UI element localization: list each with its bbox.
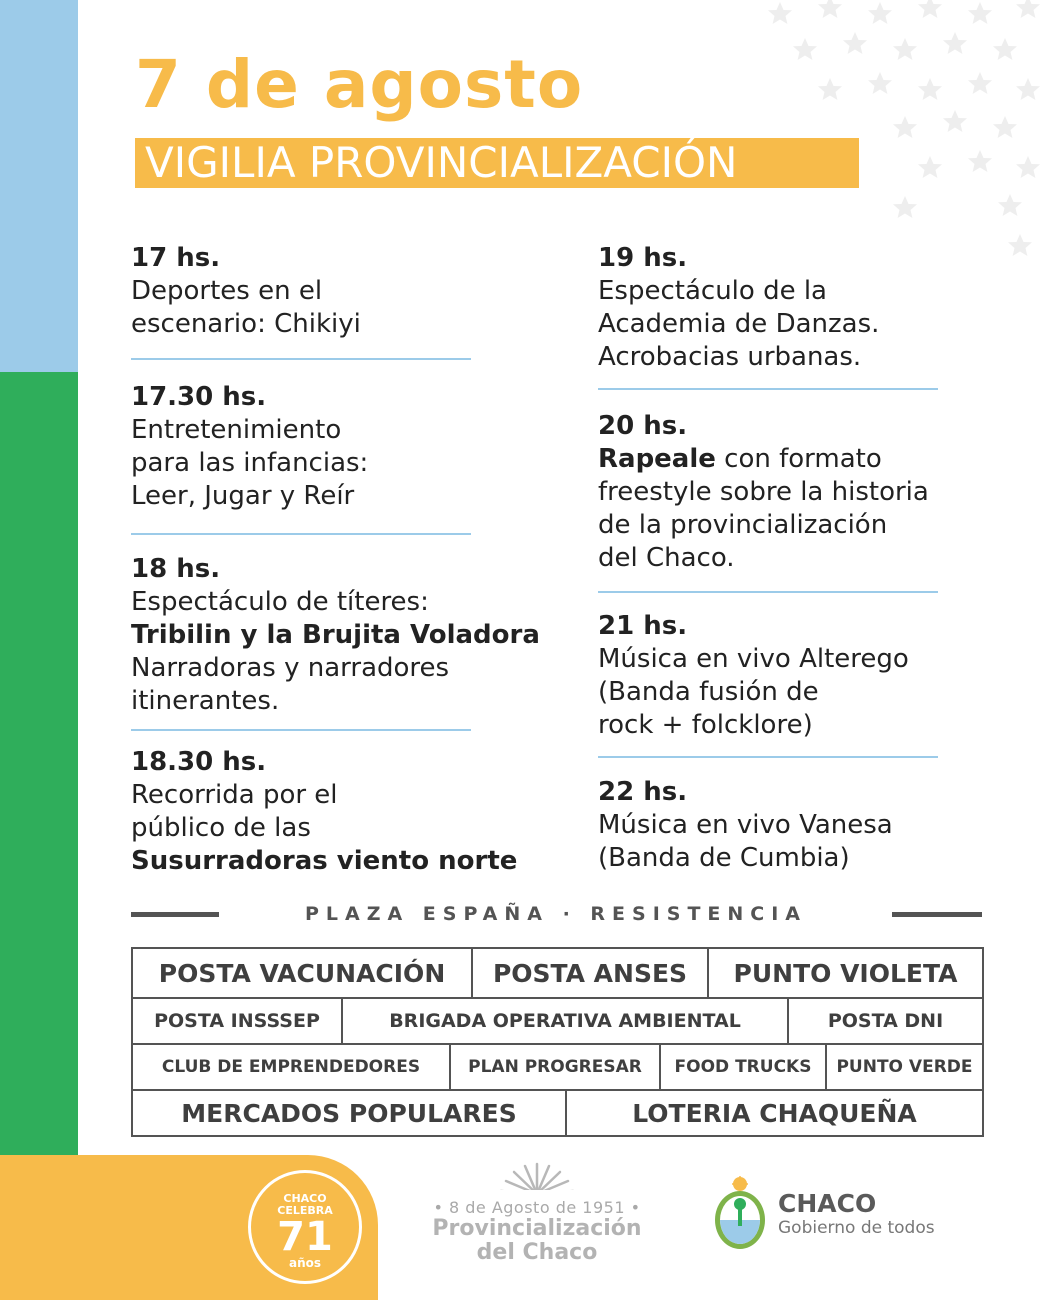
services-row xyxy=(133,949,982,999)
separator xyxy=(598,388,938,390)
event-text-bold: Susurradoras viento norte xyxy=(131,846,518,876)
event-time: 21 hs. xyxy=(598,611,688,641)
event-text: Deportes en el xyxy=(131,276,323,306)
event-text: Narradoras y narradores xyxy=(131,653,450,683)
gobierno-logo xyxy=(778,1190,935,1238)
services-row xyxy=(133,1045,982,1091)
prov-date: • 8 de Agosto de 1951 • xyxy=(433,1198,641,1217)
service-cell: POSTA VACUNACIÓN xyxy=(133,949,473,997)
service-cell: POSTA INSSSEP xyxy=(133,999,343,1043)
event-18hs xyxy=(131,553,540,718)
seal-line3: años xyxy=(288,1256,322,1270)
service-cell: PUNTO VERDE xyxy=(836,1057,973,1077)
services-row xyxy=(133,1091,982,1137)
event-text-bold: Rapeale xyxy=(598,444,716,474)
seal-line1: CHACO xyxy=(283,1192,327,1205)
left-band-green xyxy=(0,372,78,1155)
event-text: (Banda fusión de xyxy=(598,677,819,707)
service-cell: PUNTO VIOLETA xyxy=(733,958,958,988)
event-time: 19 hs. xyxy=(598,243,688,273)
event-text: Academia de Danzas. xyxy=(598,309,880,339)
event-time: 22 hs. xyxy=(598,777,688,807)
event-text: (Banda de Cumbia) xyxy=(598,843,850,873)
prov-title1: Provincialización xyxy=(432,1216,642,1241)
separator xyxy=(598,756,938,758)
separator xyxy=(131,533,471,535)
event-21hs xyxy=(598,610,909,742)
services-row xyxy=(133,999,982,1045)
service-cell: CLUB DE EMPRENDEDORES xyxy=(133,1045,451,1089)
event-text: itinerantes. xyxy=(131,686,280,716)
event-text: Leer, Jugar y Reír xyxy=(131,481,355,511)
seal-number: 71 xyxy=(277,1214,333,1260)
event-text-bold: Tribilin y la Brujita Voladora xyxy=(131,620,540,650)
event-text: escenario: Chikiyi xyxy=(131,309,361,339)
services-grid xyxy=(131,947,984,1137)
gov-name: CHACO xyxy=(778,1189,877,1218)
page-subtitle: VIGILIA PROVINCIALIZACIÓN xyxy=(135,138,859,188)
event-text: Espectáculo de la xyxy=(598,276,827,306)
service-cell: FOOD TRUCKS xyxy=(661,1045,827,1089)
service-cell: BRIGADA OPERATIVA AMBIENTAL xyxy=(343,999,789,1043)
seal-line2: CELEBRA xyxy=(277,1204,333,1217)
event-text: Recorrida por el xyxy=(131,780,338,810)
location-rule-left xyxy=(131,912,219,917)
event-time: 18 hs. xyxy=(131,554,221,584)
event-text: público de las xyxy=(131,813,311,843)
event-17hs xyxy=(131,242,361,341)
separator xyxy=(598,591,938,593)
chaco-celebra-seal xyxy=(248,1170,362,1284)
service-cell: LOTERIA CHAQUEÑA xyxy=(632,1098,917,1128)
event-text: con formato xyxy=(715,444,882,474)
event-19hs xyxy=(598,242,879,374)
sun-rays-icon xyxy=(497,1160,577,1196)
separator xyxy=(131,729,471,731)
event-time: 17 hs. xyxy=(131,243,221,273)
service-cell: MERCADOS POPULARES xyxy=(133,1091,567,1135)
service-cell: PLAN PROGRESAR xyxy=(451,1045,661,1089)
event-text: Acrobacias urbanas. xyxy=(598,342,862,372)
provincializacion-logo xyxy=(408,1160,666,1265)
separator xyxy=(131,358,471,360)
event-text: rock + folcklore) xyxy=(598,710,813,740)
event-text: Espectáculo de títeres: xyxy=(131,587,429,617)
event-time: 20 hs. xyxy=(598,411,688,441)
chaco-shield-icon xyxy=(712,1176,768,1252)
event-text: Entretenimiento xyxy=(131,415,342,445)
event-text: del Chaco. xyxy=(598,543,735,573)
location-label: PLAZA ESPAÑA · RESISTENCIA xyxy=(304,903,808,925)
prov-title2: del Chaco xyxy=(476,1240,598,1265)
event-text: para las infancias: xyxy=(131,448,369,478)
service-cell: POSTA ANSES xyxy=(473,949,709,997)
page-title: 7 de agosto xyxy=(135,46,584,123)
stars-decoration xyxy=(760,0,1040,270)
event-time: 18.30 hs. xyxy=(131,747,267,777)
event-22hs xyxy=(598,776,893,875)
event-time: 17.30 hs. xyxy=(131,382,267,412)
event-20hs xyxy=(598,410,929,575)
event-text: Música en vivo Vanesa xyxy=(598,810,893,840)
event-1830hs xyxy=(131,746,517,878)
event-text: de la provincialización xyxy=(598,510,888,540)
service-cell: POSTA DNI xyxy=(827,1010,944,1032)
gov-tagline: Gobierno de todos xyxy=(778,1218,935,1238)
location-rule-right xyxy=(892,912,982,917)
left-band-blue xyxy=(0,0,78,372)
event-text-line xyxy=(598,443,929,476)
event-text: freestyle sobre la historia xyxy=(598,477,929,507)
event-1730hs xyxy=(131,381,368,513)
event-text: Música en vivo Alterego xyxy=(598,644,909,674)
